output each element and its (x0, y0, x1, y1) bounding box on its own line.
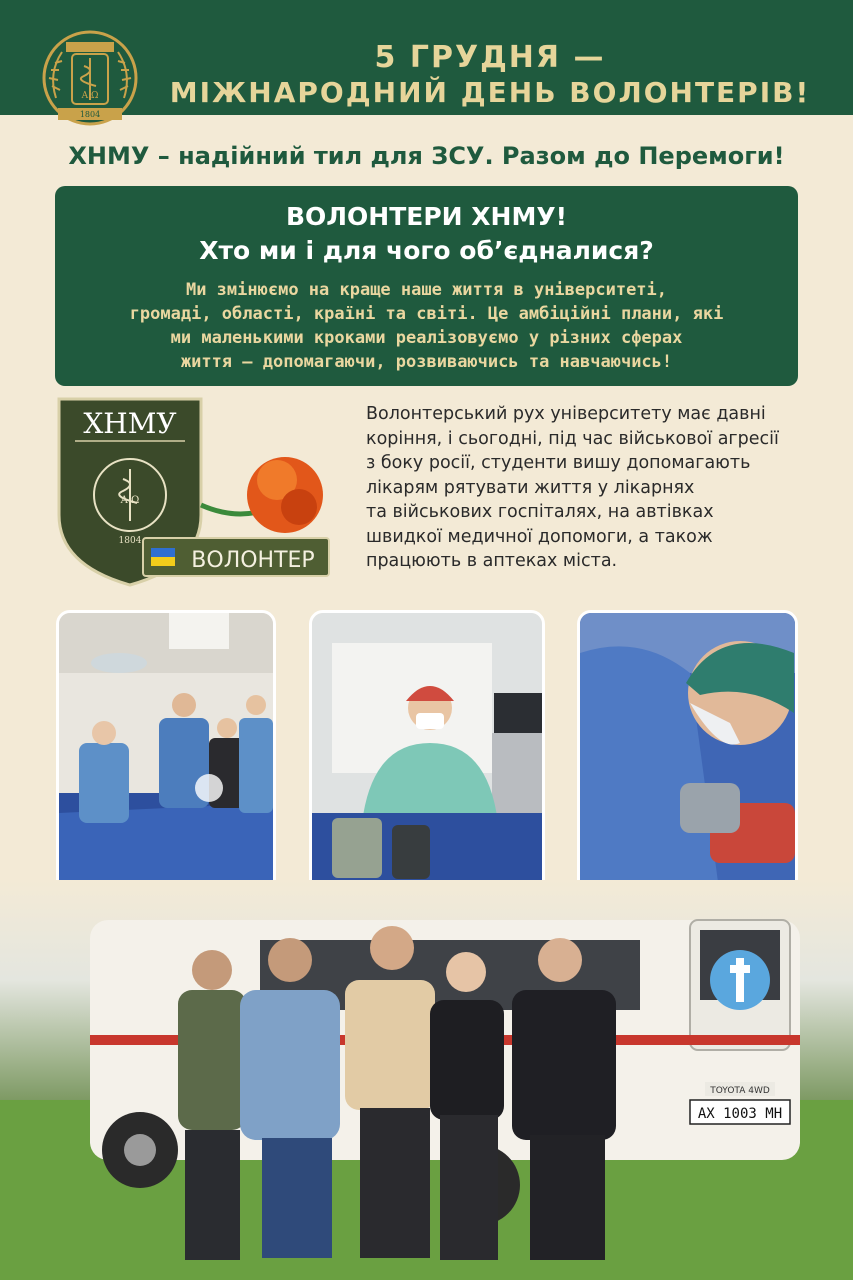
volunteer-in-operating-room-photo (309, 610, 545, 900)
volunteers-with-ambulance-photo (0, 880, 853, 1280)
event-date: 5 ГРУДНЯ — (374, 40, 606, 75)
badge-label: ВОЛОНТЕР (191, 548, 315, 573)
volunteer-badge (55, 395, 335, 595)
text-line: лікарям рятувати життя у лікарнях (366, 477, 695, 498)
text-line: працюють в аптеках міста. (366, 551, 618, 571)
badge-letters: Α Ω (120, 495, 140, 506)
volunteer-movement-text (366, 402, 826, 574)
about-desc-line: громаді, області, країні та світі. Це амбіційні плани, які (129, 304, 724, 324)
surgeon-operating-photo (577, 610, 798, 900)
text-line: та військових госпіталях, на автівках (366, 502, 714, 522)
car-badge: TOYOTA 4WD (710, 1086, 770, 1096)
logo-year: 1804 (79, 110, 101, 119)
header-banner (0, 0, 853, 119)
text-line: Волонтерський рух університету має давні (366, 404, 766, 424)
about-description (85, 278, 768, 374)
about-title-line2: Хто ми і для чого об’єдналися? (199, 236, 654, 265)
about-desc-line: ми маленькими кроками реалізовуємо у різних сферах (170, 328, 683, 348)
car-plate: АХ 1003 МН (697, 1106, 783, 1122)
text-line: з боку росії, студенти вишу допомагають (366, 453, 751, 473)
university-logo-icon (38, 28, 142, 132)
ukraine-flag-icon (151, 548, 175, 557)
text-line: швидкої медичної допомоги, а також (366, 526, 713, 547)
slogan: ХНМУ – надійний тил для ЗСУ. Разом до Перемоги! (68, 142, 785, 170)
logo-letters: Α Ω (81, 91, 99, 101)
event-title (160, 40, 820, 110)
about-title-line1: ВОЛОНТЕРИ ХНМУ! (285, 202, 568, 231)
about-desc-line: життя — допомагаючи, розвиваючись та навчаючись! (180, 352, 673, 372)
about-desc-line: Ми змінюємо на краще наше життя в університеті, (185, 280, 668, 300)
surgery-team-photo (56, 610, 276, 900)
text-line: коріння, і сьогодні, під час військової агресії (366, 428, 779, 449)
badge-year: 1804 (118, 536, 142, 546)
about-title (55, 200, 798, 268)
badge-org: ХНМУ (83, 407, 177, 440)
event-name: МІЖНАРОДНИЙ ДЕНЬ ВОЛОНТЕРІВ! (169, 76, 811, 109)
about-volunteers-box (55, 186, 798, 386)
